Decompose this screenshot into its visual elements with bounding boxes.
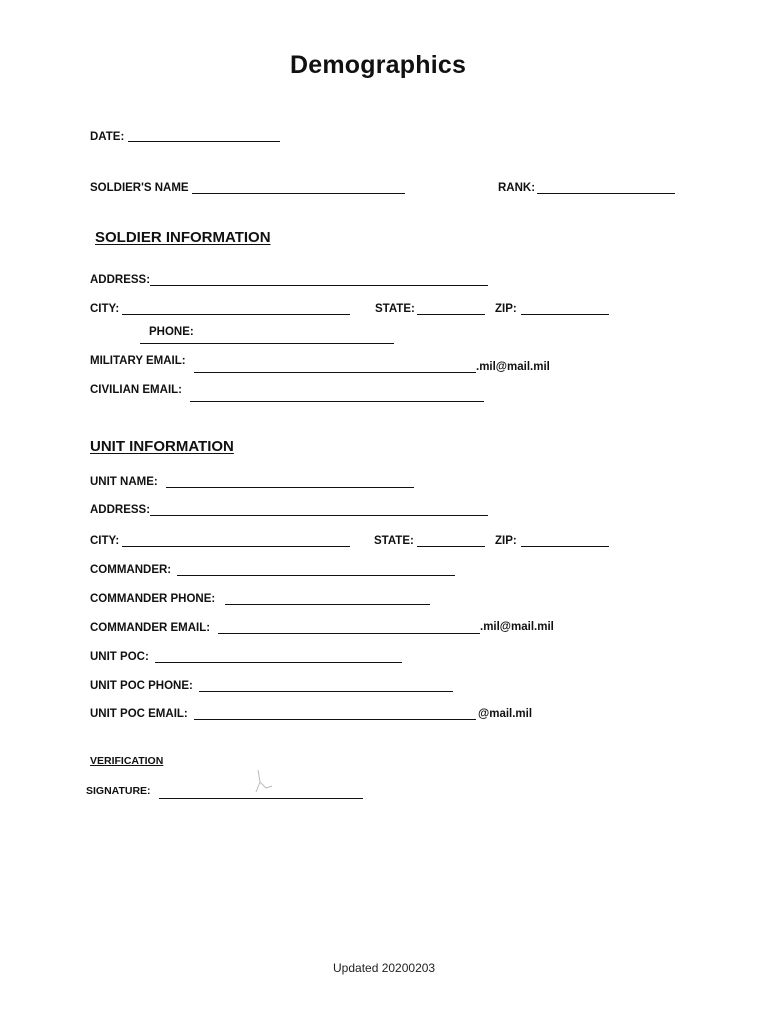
footer-updated: Updated 20200203 (333, 961, 436, 975)
signature-label: SIGNATURE: (86, 785, 151, 797)
unit-name-field[interactable] (166, 487, 414, 488)
soldier-city-field[interactable] (122, 314, 350, 315)
unit-poc-email-suffix: @mail.mil (478, 708, 533, 720)
unit-address-field[interactable] (150, 515, 488, 516)
soldier-name-field[interactable] (192, 193, 405, 194)
unit-name-label: UNIT NAME: (90, 476, 158, 488)
date-field[interactable] (128, 141, 280, 142)
page-title: Demographics (290, 51, 467, 79)
unit-zip-field[interactable] (521, 546, 609, 547)
commander-email-suffix: .mil@mail.mil (480, 621, 554, 633)
soldier-phone-field[interactable] (140, 343, 394, 344)
commander-label: COMMANDER: (90, 564, 172, 576)
unit-poc-label: UNIT POC: (90, 651, 149, 663)
commander-phone-label: COMMANDER PHONE: (90, 593, 216, 605)
unit-poc-phone-label: UNIT POC PHONE: (90, 680, 193, 692)
unit-poc-field[interactable] (155, 662, 402, 663)
commander-phone-field[interactable] (225, 604, 430, 605)
unit-information-heading: UNIT INFORMATION (90, 438, 234, 455)
signature-field[interactable] (159, 798, 363, 799)
soldier-state-label: STATE: (375, 303, 415, 315)
rank-field[interactable] (537, 193, 675, 194)
signature-mark-icon (250, 768, 280, 798)
unit-city-label: CITY: (90, 535, 120, 547)
unit-city-field[interactable] (122, 546, 350, 547)
unit-address-label: ADDRESS: (90, 504, 151, 516)
soldier-address-field[interactable] (150, 285, 488, 286)
verification-heading: VERIFICATION (90, 755, 164, 767)
unit-state-field[interactable] (417, 546, 485, 547)
unit-zip-label: ZIP: (495, 535, 517, 547)
military-email-label: MILITARY EMAIL: (90, 355, 186, 367)
unit-poc-email-field[interactable] (194, 719, 476, 720)
military-email-suffix: .mil@mail.mil (476, 361, 550, 373)
commander-email-field[interactable] (218, 633, 480, 634)
unit-state-label: STATE: (374, 535, 414, 547)
date-label: DATE: (90, 131, 125, 143)
unit-poc-phone-field[interactable] (199, 691, 453, 692)
civilian-email-field[interactable] (190, 401, 484, 402)
soldier-zip-label: ZIP: (495, 303, 517, 315)
commander-email-label: COMMANDER EMAIL: (90, 622, 211, 634)
soldier-state-field[interactable] (417, 314, 485, 315)
commander-field[interactable] (177, 575, 455, 576)
unit-poc-email-label: UNIT POC EMAIL: (90, 708, 188, 720)
soldier-city-label: CITY: (90, 303, 120, 315)
civilian-email-label: CIVILIAN EMAIL: (90, 384, 182, 396)
soldier-address-label: ADDRESS: (90, 274, 151, 286)
soldier-zip-field[interactable] (521, 314, 609, 315)
soldier-phone-label: PHONE: (149, 326, 194, 338)
rank-label: RANK: (498, 182, 536, 194)
soldier-information-heading: SOLDIER INFORMATION (95, 229, 271, 246)
military-email-field[interactable] (194, 372, 476, 373)
soldier-name-label: SOLDIER'S NAME (90, 182, 189, 194)
